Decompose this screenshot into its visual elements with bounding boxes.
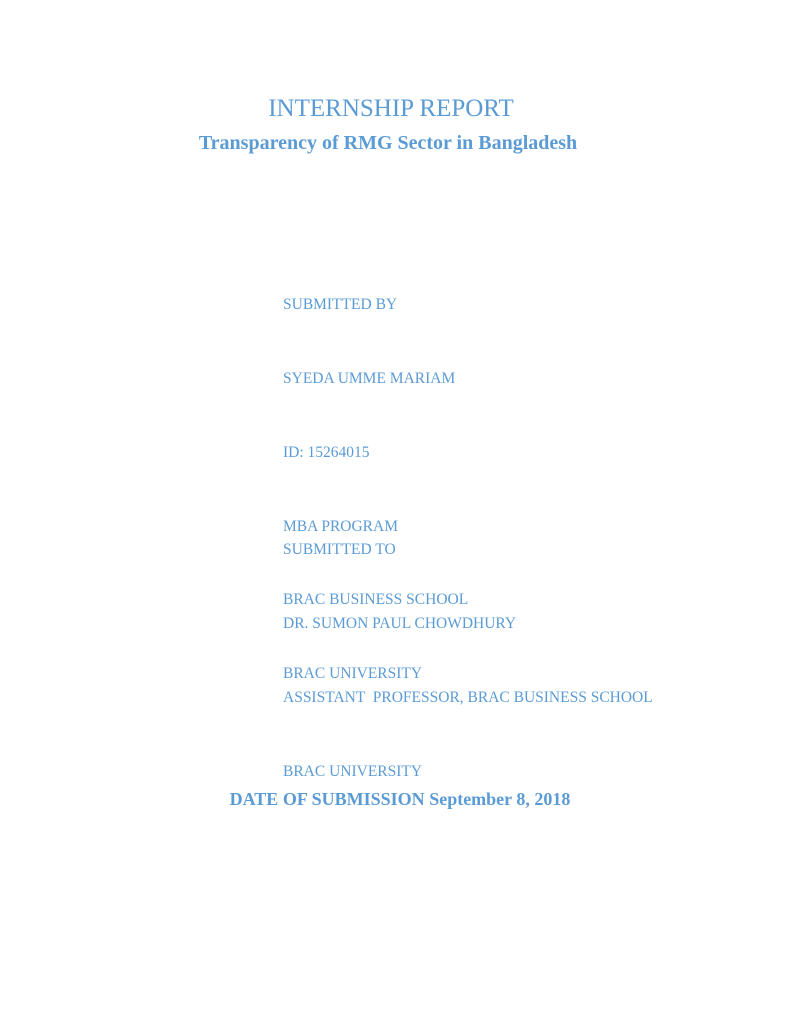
supervisor-title: ASSISTANT PROFESSOR, BRAC BUSINESS SCHOOL bbox=[283, 688, 653, 706]
student-name: SYEDA UMME MARIAM bbox=[283, 369, 456, 387]
student-id: ID: 15264015 bbox=[283, 443, 370, 461]
submitted-by-heading: SUBMITTED BY bbox=[283, 296, 398, 314]
supervisor-university: BRAC UNIVERSITY bbox=[283, 762, 423, 780]
university-name: BRAC UNIVERSITY bbox=[283, 665, 423, 683]
submission-date-line bbox=[0, 786, 800, 812]
submission-date-label: DATE OF SUBMISSION bbox=[229, 789, 425, 809]
submission-date-value: September 8, 2018 bbox=[429, 789, 571, 809]
program-name: MBA PROGRAM bbox=[283, 517, 398, 535]
report-subtitle: Transparency of RMG Sector in Bangladesh bbox=[198, 132, 578, 154]
school-name: BRAC BUSINESS SCHOOL bbox=[283, 591, 469, 609]
submitted-to-heading: SUBMITTED TO bbox=[283, 541, 396, 559]
report-title: INTERNSHIP REPORT bbox=[268, 95, 514, 122]
supervisor-name: DR. SUMON PAUL CHOWDHURY bbox=[283, 614, 517, 632]
submitted-to-block bbox=[283, 489, 653, 833]
